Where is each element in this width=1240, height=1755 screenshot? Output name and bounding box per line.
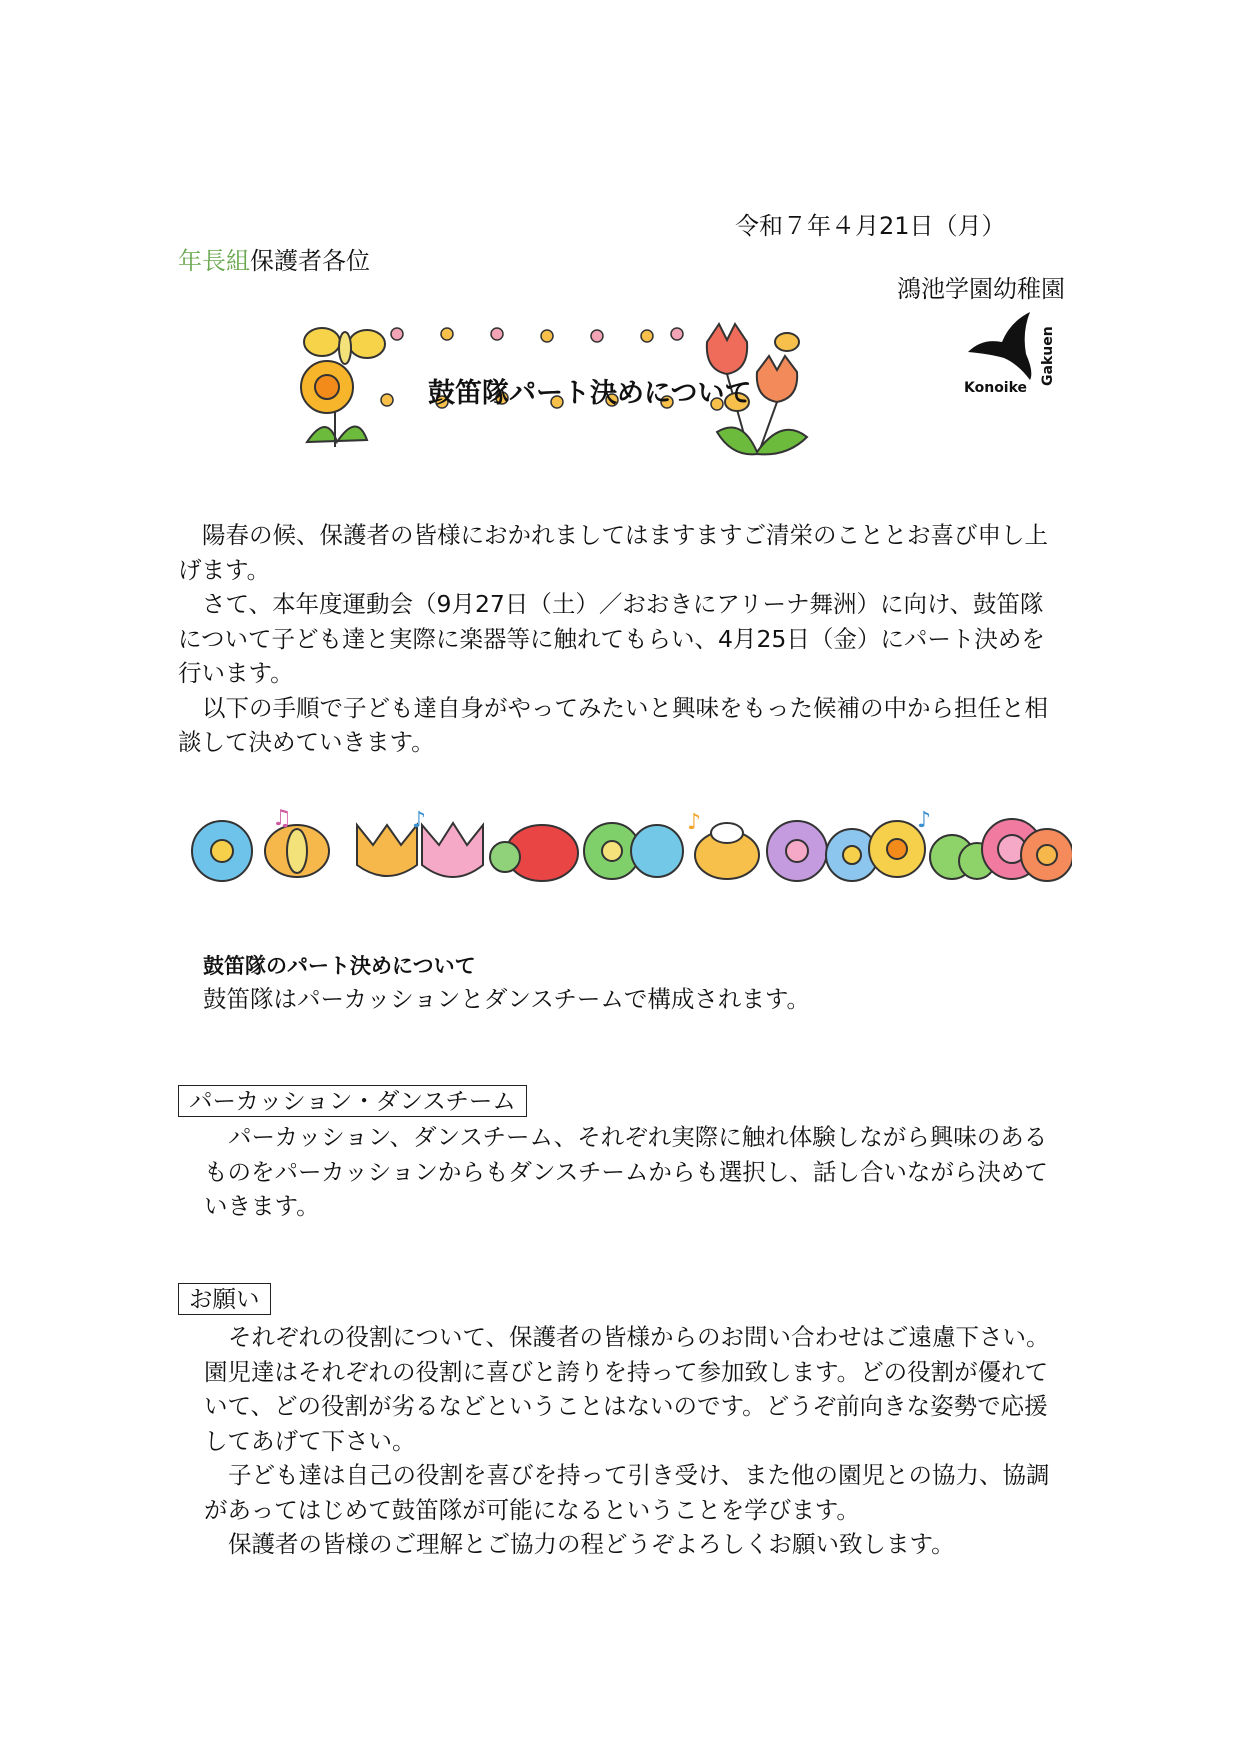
school-logo	[960, 302, 1062, 394]
recipient-guardians: 保護者各位	[250, 247, 370, 275]
intro-paragraphs	[178, 518, 1058, 760]
section-paragraph: 子ども達は自己の役割を喜びを持って引き受け、また他の園児との協力、協調があってはじめて鼓笛隊が可能になるということを学びます。	[204, 1461, 1050, 1524]
logo-text-konoike: Konoike	[964, 380, 1028, 394]
bee-icon	[695, 823, 759, 879]
butterfly-icon	[304, 328, 385, 364]
section-body	[204, 1120, 1064, 1224]
svg-text:♪: ♪	[412, 808, 427, 833]
logo-bird-icon	[968, 312, 1031, 380]
school-name: 鴻池学園幼稚園	[897, 275, 1065, 303]
flower-border-illustration	[187, 805, 1072, 893]
svg-text:♫: ♫	[272, 806, 292, 831]
pink-tulip-icon	[422, 823, 483, 877]
orange-rose-icon	[1021, 829, 1072, 881]
intro-paragraph: さて、本年度運動会（9月27日（土）／おおきにアリーナ舞洲）に向け、鼓笛隊について子ども達と実際に楽器等に触れてもらい、4月25日（金）にパート決めを行います。	[178, 590, 1045, 687]
section-paragraph: パーカッション、ダンスチーム、それぞれ実際に触れ体験しながら興味のあるものをパーカッションからもダンスチームからも選択し、話し合いながら決めていきます。	[204, 1123, 1048, 1220]
section-heading: 鼓笛隊のパート決めについて	[203, 954, 476, 978]
intro-paragraph: 陽春の候、保護者の皆様におかれましてはますますご清栄のこととお喜び申し上げます。	[178, 521, 1048, 584]
butterfly-icon	[265, 825, 329, 877]
purple-flower-icon	[767, 821, 827, 881]
svg-text:♪: ♪	[917, 808, 932, 833]
recipient-class: 年長組	[178, 247, 250, 275]
logo-text-gakuen: Gakuen	[1040, 326, 1056, 386]
blue-flower-small-icon	[631, 825, 683, 877]
recipient-line	[178, 243, 370, 279]
ladybug-icon	[490, 825, 578, 881]
yellow-flower-icon	[301, 361, 367, 447]
tulip-icon	[357, 825, 417, 876]
section-body: 鼓笛隊はパーカッションとダンスチームで構成されます。	[203, 985, 811, 1013]
document-date: 令和７年４月21日（月）	[735, 212, 1006, 240]
banner-title: 鼓笛隊パート決めについて	[428, 378, 752, 409]
section-paragraph: 保護者の皆様のご理解とご協力の程どうぞよろしくお願い致します。	[228, 1530, 955, 1558]
intro-paragraph: 以下の手順で子ども達自身がやってみたいと興味をもった候補の中から担任と相談して決めていきます。	[178, 693, 1048, 756]
blue-flower-icon	[192, 821, 252, 881]
svg-text:♪: ♪	[687, 810, 702, 835]
boxed-section-label: パーカッション・ダンスチーム	[178, 1085, 527, 1117]
section-paragraph: それぞれの役割について、保護者の皆様からのお問い合わせはご遠慮下さい。園児達はそれぞれの役割に喜びと誇りを持って参加致します。どの役割が優れていて、どの役割が劣るなどということはないのです。どうぞ前向きな姿勢で応援してあげて下さい。	[204, 1323, 1050, 1455]
section-body	[204, 1320, 1064, 1562]
boxed-section-label: お願い	[178, 1283, 271, 1315]
